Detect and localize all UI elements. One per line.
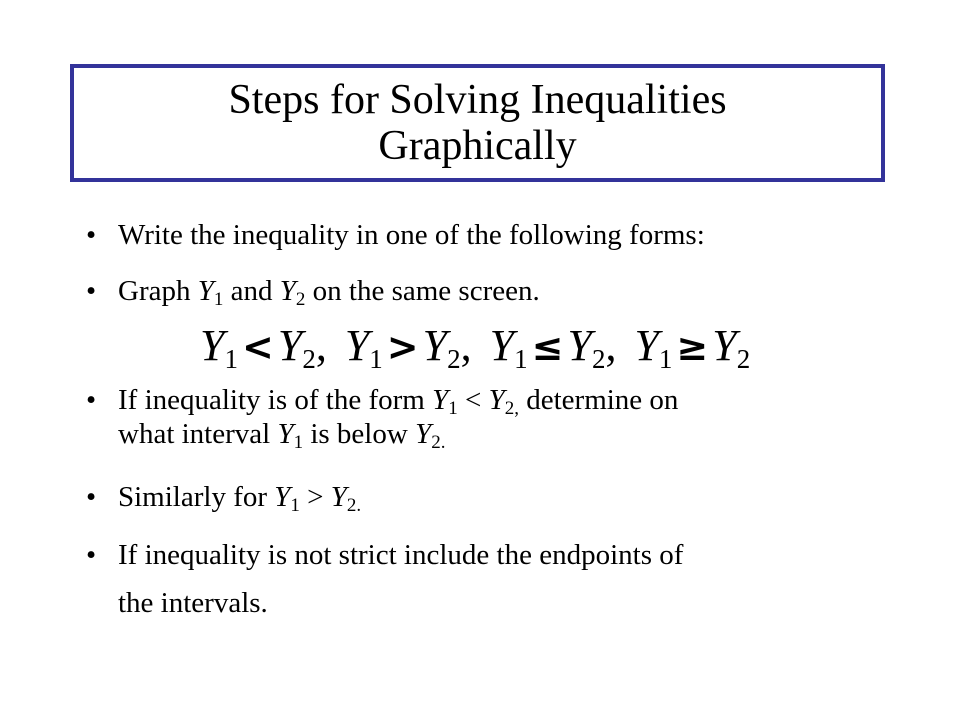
formula-var: Y: [422, 321, 448, 370]
formula-sub: 2: [302, 344, 316, 374]
title-line-1: Steps for Solving Inequalities: [228, 77, 727, 123]
formula-separator: ,: [315, 321, 327, 370]
math-var: Y: [415, 418, 432, 450]
math-sub: 2.: [431, 432, 446, 453]
bullet-3-line-2: [118, 417, 876, 451]
text-span: Graph: [118, 275, 198, 307]
text-span: determine on: [518, 384, 679, 416]
bullet-text-3: [118, 383, 876, 451]
math-sub: 2: [295, 289, 306, 310]
math-var: Y: [432, 384, 449, 416]
formula-var: Y: [712, 321, 737, 370]
bullet-item-5: [86, 538, 876, 627]
formula-var: Y: [634, 321, 659, 370]
formula-term-le: [489, 321, 635, 374]
text-span: and: [223, 275, 280, 307]
formula-var: Y: [277, 321, 303, 370]
greater-equal-symbol: ≥: [676, 325, 709, 369]
text-span: If inequality is of the form: [118, 384, 433, 416]
bullet-dot: •: [86, 219, 97, 251]
math-var: Y: [274, 481, 291, 513]
math-var: Y: [277, 418, 294, 450]
text-span: Similarly for: [118, 481, 275, 513]
bullet-text-2: [118, 274, 876, 308]
bullet-item-2: [86, 274, 876, 308]
bullet-text-5: [118, 531, 876, 627]
text-span: on the same screen.: [305, 275, 540, 307]
inequality-forms-formula: [200, 320, 840, 380]
math-var: Y: [330, 481, 347, 513]
formula-var: Y: [200, 321, 225, 370]
greater-than-symbol: >: [386, 325, 419, 369]
formula-term-gt: [344, 321, 490, 374]
math-sub: 1: [293, 432, 304, 453]
formula-separator: ,: [460, 321, 472, 370]
bullet-dot: •: [86, 539, 97, 571]
formula-var: Y: [489, 321, 515, 370]
bullet-text-4: [118, 480, 876, 514]
formula-term-lt: [200, 321, 345, 374]
bullet-dot: •: [86, 275, 97, 307]
math-sub: 2,: [504, 398, 519, 419]
math-sub: 1: [290, 495, 300, 516]
formula-sub: 2: [736, 344, 751, 374]
formula-sub: 2: [591, 344, 606, 374]
less-equal-symbol: ≤: [531, 325, 564, 369]
formula-var: Y: [567, 321, 592, 370]
title-line-2: Graphically: [378, 123, 577, 169]
formula-sub: 1: [369, 344, 383, 374]
bullet-3-line-1: [118, 383, 876, 417]
formula-sub: 1: [514, 344, 528, 374]
bullet-item-1: [86, 218, 876, 252]
formula-term-ge: [634, 321, 751, 374]
text-span: >: [299, 481, 331, 513]
formula-var: Y: [344, 321, 370, 370]
math-sub: 2.: [346, 495, 362, 516]
math-var: Y: [279, 275, 296, 307]
title-box: [70, 64, 885, 182]
bullet-5-line-2: the intervals.: [118, 587, 268, 619]
formula-sub: 2: [447, 344, 461, 374]
formula-sub: 1: [224, 344, 238, 374]
math-var: Y: [197, 275, 214, 307]
formula-separator: ,: [605, 321, 617, 370]
bullet-dot: •: [86, 481, 97, 513]
less-than-symbol: <: [241, 325, 274, 369]
bullet-text-1: Write the inequality in one of the following forms:: [118, 219, 705, 251]
math-sub: 1: [448, 398, 458, 419]
math-sub: 1: [213, 289, 224, 310]
text-span: is below: [303, 418, 416, 450]
text-span: <: [457, 384, 489, 416]
bullet-item-3: [86, 383, 876, 451]
bullet-5-line-1: If inequality is not strict include the endpoints of: [118, 539, 684, 571]
bullet-dot: •: [86, 384, 97, 416]
formula-sub: 1: [658, 344, 673, 374]
text-span: what interval: [118, 418, 278, 450]
bullet-item-4: [86, 480, 876, 514]
math-var: Y: [488, 384, 505, 416]
